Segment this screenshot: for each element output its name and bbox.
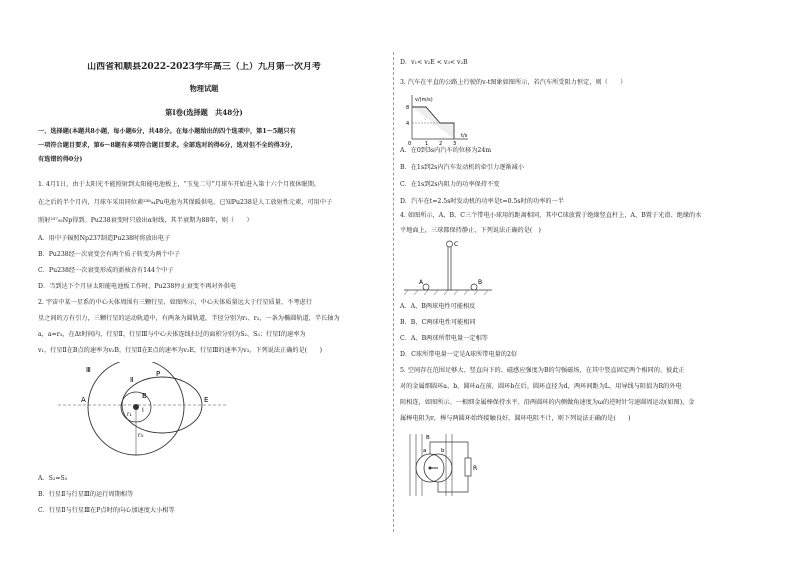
orbit-label-iii: Ⅲ — [86, 366, 91, 374]
radius-label-r3: r₃ — [138, 432, 143, 439]
left-column — [14, 0, 394, 562]
q1-stem-line: 在之后的半个月内，月球车采用同位素²³⁸₉₄Pu电池为其保暖供电。已知Pu238是人工放射性元素，可用中子 — [38, 199, 333, 206]
graph-x-tick: 3 — [453, 141, 457, 145]
graph-x-label: t/s — [461, 133, 468, 139]
q5-stem-line: 属棒电阻为r，棒与两圆环始终接触良好，圆环电阻不计，则下列说法正确的是( ) — [400, 415, 631, 422]
q5-stem-line: 5. 空间存在范围足够大、竖直向下的、磁感应强度为B的匀强磁场，在其中竖直固定两个相同的、彼此正 — [400, 367, 685, 374]
graph-y-label: v/(m/s) — [415, 97, 433, 103]
charge-label-a: A — [419, 279, 424, 286]
ring-label-b: b — [441, 448, 445, 454]
ring-label-a: a — [423, 448, 427, 454]
q2-option-b: B．行星Ⅱ与行星Ⅲ的运行周期相等 — [38, 491, 134, 498]
q1-stem-line: 照射²³⁷₉₃Np得到。Pu238衰变时只放出α射线，其半衰期为88年，则（ ） — [38, 217, 253, 224]
graph-x-tick: 2 — [439, 141, 443, 145]
q1-option-b: B．Pu238经一次衰变会有两个质子转变为两个中子 — [38, 251, 181, 258]
q1-stem-line: 1. 4月1日，由于太阳光不能照射到太阳能电池板上，“玉兔二号”月球车开始进入第十六个月夜休眠期。 — [38, 181, 320, 188]
orbit-diagram — [58, 362, 228, 462]
charge-label-b: B — [478, 279, 483, 286]
q1-option-a: A．用中子辐照Np237制造Pu238时将放出电子 — [38, 235, 171, 242]
exam-subtitle: 物理试题 — [189, 84, 219, 93]
q4-option-d: D．C球所带电量一定是A球所带电量的2倍 — [400, 351, 518, 358]
exam-title: 山西省和顺县2022-2023学年高三（上）九月第一次月考 — [87, 62, 321, 72]
q2-stem-line: v₁，行星Ⅱ在B点的速率为v₂B，行星Ⅱ在E点的速率为v₂E，行星Ⅲ的速率为v₃，下列说法正确的是( ) — [38, 347, 322, 354]
q3-option-a: A．在0到3s内汽车的位移为24m — [400, 147, 492, 154]
point-label-a: A — [81, 396, 86, 404]
q2-stem-line: a，a=r₃，在Δt时间内，行星Ⅱ、行星Ⅲ与中心天体连线扫过的面积分别为S₂、S₃；行星Ⅰ的速率为 — [38, 331, 306, 338]
instructions-line: 一、选择题(本题共8小题，每小题6分，共48分。在每小题给出的四个选项中，第1～5题只有 — [38, 128, 296, 135]
charges-diagram — [404, 238, 494, 298]
radius-label-r1: r₁ — [127, 411, 132, 418]
section-heading: 第Ⅰ卷(选择题 共48分) — [165, 108, 243, 117]
field-label-b: B — [426, 435, 430, 441]
charge-label-c: C — [454, 241, 459, 248]
q2-option-d: D．v₁< v₂E < v₃< v₂B — [400, 59, 468, 66]
instructions-line: 有选错的得0分) — [38, 156, 83, 163]
rings-diagram — [404, 430, 484, 500]
q1-option-c: C．Pu238经一次衰变形成的新核含有144个中子 — [38, 267, 174, 274]
q5-stem-line: 阻相连，如图所示。一根细金属棒保持水平、沿两圆环的内侧做角速度为ω的逆时针匀速圆周运动(如图)，金 — [400, 399, 695, 406]
point-label-b: B — [142, 392, 147, 400]
graph-x-tick: 0 — [408, 141, 412, 145]
resistor-label-r: R — [473, 465, 478, 472]
q2-stem-line: 星之间的万有引力，三颗行星的运动轨道中，有两条为圆轨道，半径分别为r₁、r₃，一条为椭圆轨道，半长轴为 — [38, 315, 340, 322]
q3-option-c: C．在1s到2s内阻力的功率保持不变 — [400, 181, 500, 188]
orbit-label-i: Ⅰ — [142, 407, 144, 414]
point-label-e: E — [204, 396, 209, 404]
q4-stem-line: 平地面上，三球都保持静止，下列说法正确的是( ) — [400, 227, 541, 234]
q4-option-c: C．A、B两球所带电量一定相等 — [400, 335, 488, 342]
q2-stem-line: 2. 宇宙中某一星系的中心天体周围有三颗行星，如图所示，中心天体质量远大于行星质量，不考虑行 — [38, 299, 312, 306]
q5-stem-line: 对的金属细圆环a、b，圆环a在前，圆环b在后。圆环直径为d，两环间距为L，用导线与阻值为R的外电 — [400, 383, 682, 390]
vt-graph — [402, 93, 472, 145]
q3-stem: 3. 汽车在平直的公路上行驶的v-t图象如图所示，若汽车所受阻力恒定，则（ ） — [400, 79, 627, 86]
graph-x-tick: 1 — [425, 141, 429, 145]
graph-y-tick: 8 — [406, 105, 410, 111]
q2-option-a: A．S₂=S₃ — [38, 475, 68, 482]
orbit-label-ii: Ⅱ — [130, 376, 134, 384]
graph-y-tick: 4 — [406, 121, 410, 127]
q3-option-b: B．在1s到2s内汽车发动机的牵引力逐渐减小 — [400, 164, 524, 171]
q2-option-c: C．行星Ⅱ与行星Ⅲ在P点时的向心加速度大小相等 — [38, 507, 175, 514]
q4-stem-line: 4. 如图所示，A、B、C三个带电小球用的距离相同，其中C球放置于绝缘竖直杆上，A、B置于光滑、绝缘的水 — [400, 212, 702, 219]
point-label-p: P — [156, 370, 161, 378]
q1-option-d: D．当到达下个月昼太阳能电池板工作时，Pu238停止衰变不再对外供电 — [38, 283, 237, 290]
column-divider — [393, 52, 394, 532]
q3-option-d: D．汽车在t=2.5s时发动机的功率是t=0.5s时的功率的一半 — [400, 198, 564, 205]
right-column — [400, 0, 780, 562]
q4-option-b: B．B、C两球电性可能相同 — [400, 319, 476, 326]
instructions-line: 一项符合题目要求，第6～8题有多项符合题目要求。全部选对的得6分，选对但不全的得3分， — [38, 142, 297, 149]
q4-option-a: A．A、B两球电性可能相反 — [400, 303, 476, 310]
